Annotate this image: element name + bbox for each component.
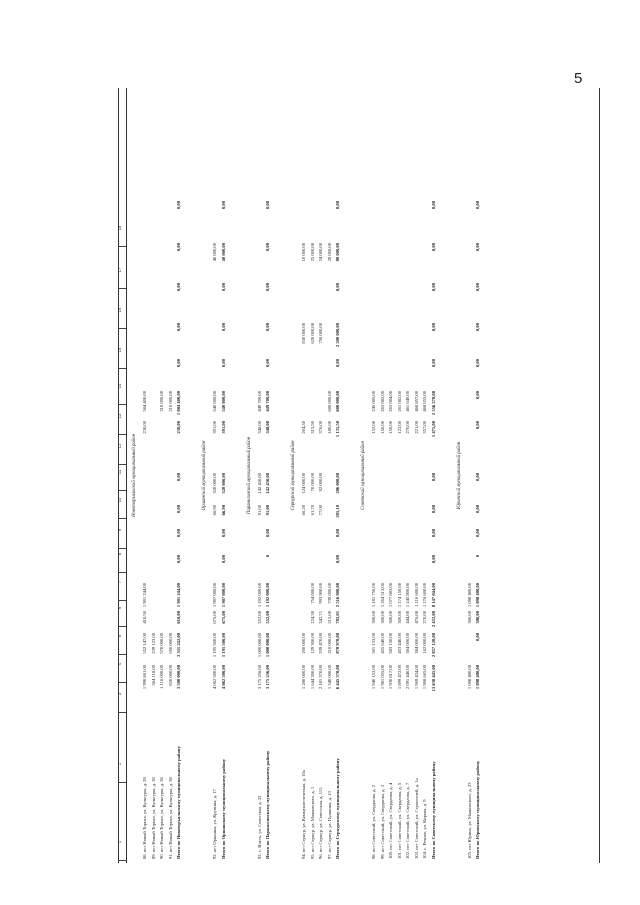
table-row [142, 88, 148, 863]
value-cell-3: 2 181 370,00 [318, 665, 323, 690]
value-cell-16: 0,00 [176, 283, 181, 292]
value-cell-4: 239 123,00 [150, 633, 156, 654]
value-cell-13: 2 556 278,00 [430, 391, 436, 416]
value-cell-13: 449 700,00 [265, 391, 270, 412]
value-cell-4: 1 000 000,00 [265, 633, 270, 658]
value-cell-4: 1 000 000,00 [256, 633, 262, 658]
value-cell-6: 739 000,00 [326, 583, 332, 604]
value-cell-3: 13 630 445,00 [430, 665, 436, 692]
column-divider [118, 600, 126, 601]
value-cell-4: 0,00 [475, 633, 480, 642]
column-number: 1 [117, 840, 122, 844]
value-cell-14: 0,00 [475, 359, 480, 368]
value-cell-6: 1 192 000,00 [265, 583, 270, 608]
value-cell-12: 150,00 [388, 421, 393, 434]
value-cell-5: 224,30 [309, 611, 315, 624]
value-cell-6: 1 907 000,00 [212, 583, 217, 608]
value-cell-13: 600 000,00 [326, 391, 332, 412]
value-cell-5: 444,00 [405, 611, 410, 624]
table-row [159, 88, 165, 863]
column-number: 17 [117, 267, 122, 273]
value-cell-7: 0,00 [335, 555, 340, 564]
value-cell-6: 1 077 883,00 [388, 583, 393, 608]
value-cell-8: 0,00 [265, 529, 270, 538]
value-cell-4: 878 970,00 [335, 633, 340, 654]
value-cell-3: 1 908 665,00 [422, 665, 427, 690]
value-cell-12: 270,00 [405, 421, 410, 434]
value-cell-9: 205,10 [335, 505, 340, 518]
value-cell-15: 2 200 000,00 [335, 323, 340, 348]
value-cell-13: 540 000,00 [220, 391, 226, 412]
table-row [318, 88, 324, 863]
table-row [422, 88, 428, 863]
value-cell-5: 476,00 [413, 611, 419, 624]
value-cell-5: 675,00 [220, 611, 226, 624]
value-cell-17: 0,00 [176, 243, 181, 252]
address-cell: 96. пгт Сернур, ул. Советская, д. 115 [318, 787, 323, 859]
value-cell-14: 0,00 [335, 359, 340, 368]
value-cell-10: 0,00 [176, 473, 181, 482]
value-cell-5: 2 432,00 [430, 611, 436, 628]
value-cell-6: 1 901 244,00 [176, 583, 181, 608]
value-cell-5: 215,00 [326, 611, 332, 624]
value-cell-13: 449 700,00 [256, 391, 262, 412]
value-cell-16: 0,00 [265, 283, 270, 292]
value-cell-12: 264,30 [301, 421, 306, 434]
value-cell-12: 1 135,50 [335, 421, 340, 438]
column-divider [118, 682, 126, 683]
value-cell-13: 584 400,00 [142, 391, 147, 412]
value-cell-17: 40 000,00 [220, 243, 226, 262]
value-cell-3: 2 091 440,00 [405, 665, 410, 690]
value-cell-10: 124 000,00 [301, 473, 306, 494]
page-number: 5 [574, 70, 583, 87]
value-cell-17: 40 000,00 [212, 243, 217, 262]
value-cell-15: 750 000,00 [318, 323, 323, 344]
value-cell-15: 0,00 [220, 323, 226, 332]
column-number: 6 [117, 606, 122, 610]
value-cell-4: 129 300,00 [309, 633, 315, 654]
table-row [388, 88, 394, 863]
column-divider [118, 368, 126, 369]
value-cell-13: 1 084 400,00 [176, 391, 181, 416]
value-cell-12: 348,00 [265, 421, 270, 434]
value-cell-4: 650 000,00 [167, 633, 173, 654]
column-number: 15 [117, 347, 122, 353]
address-cell: 102. пгт Советский, ул. Свердлова, д. 7 [405, 782, 410, 859]
value-cell-6: 1 098 480,00 [466, 583, 472, 608]
value-cell-18: 0,00 [475, 201, 480, 210]
address-cell: Итого по Советскому муниципальному району [430, 761, 436, 859]
column-number: 18 [117, 225, 122, 231]
value-cell-3: 1 098 480,00 [475, 665, 480, 690]
district-total-row [176, 88, 182, 863]
value-cell-10: 92 000,00 [318, 473, 323, 492]
value-cell-12: 152,00 [371, 421, 376, 434]
value-cell-17: 25 000,00 [309, 243, 315, 262]
district-total-row [475, 88, 481, 863]
value-cell-12: 391,00 [212, 421, 217, 434]
value-cell-6: 1 174 150,00 [396, 583, 402, 608]
value-cell-15: 0,00 [176, 323, 181, 332]
value-cell-4: 570 000,00 [159, 633, 164, 654]
value-cell-12: 230,00 [142, 421, 147, 434]
value-cell-6: 1 098 480,00 [475, 583, 480, 608]
funding-table [118, 88, 602, 863]
column-divider [118, 288, 126, 289]
address-cell: 92. пгт Оршанка, ул. Крупина, д. 17 [212, 789, 217, 859]
value-cell-5: 300,00 [396, 611, 402, 624]
value-cell-12: 230,00 [176, 421, 181, 434]
table-row [301, 88, 307, 863]
value-cell-4: 552 147,00 [142, 633, 147, 654]
value-cell-9: 0,00 [430, 505, 436, 514]
value-cell-9: 61,70 [309, 505, 315, 516]
value-cell-18: 0,00 [265, 201, 270, 210]
table-row [414, 88, 420, 863]
column-divider [118, 404, 126, 405]
value-cell-6: 2 516 900,00 [335, 583, 340, 608]
value-cell-13: 540 000,00 [212, 391, 217, 412]
value-cell-15: 830 000,00 [301, 323, 306, 344]
value-cell-3: 1 899 472,00 [396, 665, 402, 690]
address-cell: Итого по Оршанскому муниципальному району [220, 758, 226, 859]
district-total-row [221, 88, 227, 863]
address-cell: 101. пгт Советский, ул. Свердлова, д. 5 [396, 782, 402, 859]
value-cell-7: 0 [265, 555, 270, 558]
value-cell-3: 820 000,00 [167, 665, 173, 686]
value-cell-16: 0,00 [430, 283, 436, 292]
address-cell: 93. с. Илеть, ул. Советская, д. 22 [256, 795, 262, 859]
address-cell: 89. пгт Новый Торъял, ул. Культуры, д. 30 [150, 777, 156, 859]
value-cell-3: 6 445 370,00 [335, 665, 340, 690]
value-cell-13: 468 055,00 [422, 391, 427, 412]
column-divider [118, 712, 126, 713]
value-cell-3: 1 280 000,00 [301, 665, 306, 690]
value-cell-9: 91,00 [256, 505, 262, 516]
value-cell-6: 1 907 000,00 [220, 583, 226, 608]
value-cell-4: 210 000,00 [326, 633, 332, 654]
value-cell-6: 1 116 600,00 [413, 583, 419, 607]
value-cell-10: 0,00 [430, 473, 436, 482]
value-cell-10: 320 000,00 [212, 473, 217, 494]
value-cell-3: 1 981 055,00 [379, 665, 385, 690]
address-cell: Итого по Юринскому муниципальному району [475, 760, 480, 859]
district-section-title: Параньгинский муниципальный район [246, 436, 252, 515]
value-cell-6: 1 181 750,00 [371, 583, 376, 608]
address-cell: 88. пгт Новый Торъял, ул. Культуры, д. 28 [142, 777, 147, 859]
value-cell-10: 142 450,00 [265, 473, 270, 494]
value-cell-13: 468 857,00 [413, 391, 419, 412]
column-number: 9 [117, 528, 122, 532]
value-cell-17: 24 000,00 [318, 243, 323, 262]
address-cell: Итого по Параньгинскому муниципальному району [265, 750, 270, 859]
value-cell-8: 0,00 [176, 529, 181, 538]
value-cell-8: 0,00 [220, 529, 226, 538]
value-cell-4: 2 511 242,00 [176, 633, 181, 657]
value-cell-7: 0,00 [176, 555, 181, 564]
value-cell-6: 1 264 513,00 [379, 583, 385, 608]
value-cell-12: 391,00 [220, 421, 226, 434]
column-divider [118, 490, 126, 491]
table-bottom-rule [599, 88, 600, 863]
value-cell-17: 0,00 [265, 243, 270, 252]
column-number: 16 [117, 307, 122, 313]
value-cell-17: 80 000,00 [335, 243, 340, 262]
value-cell-6: 1 245 800,00 [405, 583, 410, 608]
value-cell-4: 200 000,00 [301, 633, 306, 654]
value-cell-9: 66,90 [212, 505, 217, 516]
value-cell-16: 0,00 [335, 283, 340, 292]
value-cell-18: 0,00 [335, 201, 340, 210]
value-cell-12: 221,00 [413, 421, 419, 434]
address-cell: 90. пгт Новый Торъял, ул. Культуры, д. 36 [159, 777, 164, 859]
table-row [467, 88, 473, 863]
value-cell-17: 0,00 [430, 243, 436, 252]
value-cell-10: 320 000,00 [220, 473, 226, 494]
district-section-title: Сернурский муниципальный район [291, 440, 296, 511]
column-divider [118, 626, 126, 627]
value-cell-6: 754 000,00 [309, 583, 315, 604]
value-cell-3: 1 990 861,00 [142, 665, 147, 690]
table-row [327, 88, 333, 863]
value-cell-18: 0,00 [176, 201, 181, 210]
value-cell-8: 0,00 [335, 529, 340, 538]
value-cell-5: 782,01 [335, 611, 340, 624]
address-cell: Итого по Сернурскому муниципальному району [335, 758, 340, 859]
column-number: 10 [117, 497, 122, 503]
value-cell-5: 552,00 [265, 611, 270, 624]
value-cell-4: 339 470,00 [318, 633, 323, 654]
column-divider [118, 518, 126, 519]
value-cell-17: 28 000,00 [326, 243, 332, 262]
value-cell-13: 0,00 [475, 391, 480, 400]
value-cell-6: 1 192 000,00 [256, 583, 262, 608]
value-cell-3: 1 969 434,00 [413, 665, 419, 690]
value-cell-14: 0,00 [176, 359, 181, 368]
value-cell-3: 1 940 152,00 [371, 665, 376, 690]
value-cell-4: 2 857 120,00 [430, 633, 436, 658]
address-cell: 97. пгт Сернур, ул. Пушкина, д. 13 [326, 791, 332, 859]
address-cell: 98. пгт Советский, ул. Свердлова, д. 2 [371, 785, 376, 859]
value-cell-10: 286 000,00 [335, 473, 340, 494]
value-cell-4: 583 150,00 [388, 633, 393, 654]
value-cell-5: 386,00 [466, 611, 472, 624]
value-cell-13: 263 082,00 [379, 391, 385, 412]
table-row [397, 88, 403, 863]
table-row [212, 88, 218, 863]
address-cell: 100. пгт Советский, ул. Свердлова, д. 4 [388, 782, 393, 859]
table-row [168, 88, 174, 863]
value-cell-14: 0,00 [220, 359, 226, 368]
value-cell-10: 0,00 [475, 473, 480, 482]
column-number: 5 [117, 634, 122, 638]
column-number: 13 [117, 413, 122, 419]
value-cell-15: 0,00 [430, 323, 436, 332]
value-cell-4: 384 000,00 [413, 633, 419, 654]
address-cell: 95. пгт Сернур, ул. Маяковского, д. 1 [309, 786, 315, 859]
value-cell-4: 453 440,00 [396, 633, 402, 654]
value-cell-12: 180,00 [326, 421, 332, 434]
value-cell-18: 0,00 [220, 201, 226, 210]
column-number: 11 [117, 469, 122, 475]
value-cell-5: 270,00 [422, 611, 427, 624]
column-number: 14 [117, 383, 122, 389]
value-cell-6: 1 901 244,00 [142, 583, 147, 608]
value-cell-14: 0,00 [265, 359, 270, 368]
value-cell-7: 0,00 [430, 555, 436, 564]
column-divider [118, 548, 126, 549]
column-number: 12 [117, 443, 122, 449]
value-cell-10: 70 000,00 [309, 473, 315, 492]
address-cell: 105. пгт Юрино, ул. Маяковского, д. 23 [466, 782, 472, 859]
value-cell-5: 610,00 [176, 611, 181, 624]
column-number: 3 [117, 692, 122, 696]
value-cell-5: 300,00 [371, 611, 376, 624]
value-cell-16: 0,00 [475, 283, 480, 292]
column-number: 7 [117, 580, 122, 584]
district-total-row [265, 88, 271, 863]
district-total-row [431, 88, 437, 863]
value-cell-15: 0,00 [475, 323, 480, 332]
value-cell-9: 0,00 [475, 505, 480, 514]
address-cell: Итого по Новоторъяльскому муниципальному району [176, 746, 181, 859]
address-cell: 91. пгт Новый Торъял, ул. Культуры, д. 38 [167, 777, 173, 859]
column-divider [118, 572, 126, 573]
table-row [371, 88, 377, 863]
table-row [151, 88, 157, 863]
value-cell-15: 620 000,00 [309, 323, 315, 344]
column-number: 8 [117, 552, 122, 556]
column-divider [118, 782, 126, 783]
value-cell-4: 455 640,00 [379, 633, 385, 654]
value-cell-9: 66,20 [301, 505, 306, 516]
value-cell-9: 66,90 [220, 505, 226, 516]
value-cell-4: 384 000,00 [405, 633, 410, 654]
column-divider [118, 464, 126, 465]
value-cell-16: 0,00 [220, 283, 226, 292]
value-cell-12: 1 475,00 [430, 421, 436, 438]
district-section-title: Советский муниципальный район [361, 441, 366, 510]
value-cell-3: 1 116 000,00 [159, 665, 164, 689]
value-cell-12: 150,00 [379, 421, 385, 434]
column-divider [118, 328, 126, 329]
value-cell-13: 261 082,00 [396, 391, 402, 412]
value-cell-4: 1 195 500,00 [212, 633, 217, 658]
value-cell-13: 210 000,00 [167, 391, 173, 412]
district-section-title: Юринский муниципальный район [456, 441, 462, 510]
district-total-row [335, 88, 341, 863]
value-cell-4: 162 000,00 [422, 633, 427, 654]
address-cell: 104. с. Речное, ул. Кирова, д. 9 [422, 799, 427, 859]
value-cell-7: 0,00 [220, 555, 226, 564]
value-cell-8: 0,00 [475, 529, 480, 538]
value-cell-12: 357,00 [422, 421, 427, 434]
value-cell-8: 0,00 [430, 529, 436, 538]
value-cell-14: 0,00 [430, 359, 436, 368]
district-section-title: Оршанский муниципальный район [202, 440, 207, 511]
value-cell-6: 1 176 600,00 [422, 583, 427, 608]
value-cell-9: 91,00 [265, 505, 270, 516]
value-cell-17: 0,00 [475, 243, 480, 252]
value-cell-6: 993 900,00 [318, 583, 323, 604]
table-row [380, 88, 386, 863]
rotated-page-area [118, 88, 602, 863]
value-cell-4: 501 133,00 [371, 633, 376, 654]
value-cell-6: 8 147 044,00 [430, 583, 436, 608]
value-cell-17: 10 000,00 [301, 243, 306, 262]
value-cell-3: 3 175 256,00 [256, 665, 262, 690]
address-cell: 99. пгт Советский, ул. Свердлова, д. 3 [379, 785, 385, 859]
value-cell-5: 300,00 [388, 611, 393, 624]
value-cell-13: 263 084,00 [388, 391, 393, 412]
value-cell-3: 1 098 480,00 [466, 665, 472, 690]
value-cell-3: 1 340 000,00 [326, 665, 332, 690]
value-cell-3: 3 500 000,00 [176, 665, 181, 690]
address-cell: 94. пгт Сернур, ул. Коммунистическая, д. 10а [301, 770, 306, 859]
value-cell-5: 386,00 [475, 611, 480, 624]
value-cell-5: 552,00 [256, 611, 262, 624]
table-row [310, 88, 316, 863]
value-cell-5: 410,50 [142, 611, 147, 624]
value-cell-7: 0 [475, 555, 480, 558]
value-cell-3: 4 062 500,00 [212, 665, 217, 690]
column-number: 4 [117, 662, 122, 666]
column-divider [118, 246, 126, 247]
value-cell-9: 77,00 [318, 505, 323, 516]
column-divider [118, 434, 126, 435]
address-cell: 103. пгт Советский, ул. Строителей, д. 1а [413, 778, 419, 859]
value-cell-12: 122,00 [396, 421, 402, 434]
value-cell-12: 348,00 [256, 421, 262, 434]
value-cell-5: 342,71 [318, 611, 323, 624]
value-cell-15: 0,00 [265, 323, 270, 332]
column-number: 2 [117, 762, 122, 766]
value-cell-3: 1 644 300,00 [309, 665, 315, 690]
value-cell-9: 0,00 [176, 505, 181, 514]
table-row [257, 88, 263, 863]
district-section-title: Новоторъяльский муниципальный район [132, 434, 137, 517]
value-cell-3: 564 118,00 [150, 665, 156, 686]
value-cell-13: 310 000,00 [159, 391, 164, 412]
value-cell-12: 376,00 [318, 421, 323, 434]
value-cell-4: 1 195 500,00 [220, 633, 226, 658]
value-cell-13: 461 640,00 [405, 391, 410, 412]
value-cell-3: 1 930 817,00 [388, 665, 393, 690]
value-cell-13: 600 000,00 [335, 391, 340, 412]
value-cell-10: 142 450,00 [256, 473, 262, 494]
value-cell-3: 4 062 500,00 [220, 665, 226, 690]
header-bottom-rule [126, 88, 127, 863]
value-cell-18: 0,00 [430, 201, 436, 210]
value-cell-13: 245 085,00 [371, 391, 376, 412]
value-cell-12: 315,50 [309, 421, 315, 434]
column-divider [118, 860, 126, 861]
table-row [405, 88, 411, 863]
value-cell-12: 0,00 [475, 421, 480, 430]
value-cell-5: 675,00 [212, 611, 217, 624]
column-divider [118, 654, 126, 655]
value-cell-3: 3 175 256,00 [265, 665, 270, 690]
value-cell-5: 300,00 [379, 611, 385, 624]
